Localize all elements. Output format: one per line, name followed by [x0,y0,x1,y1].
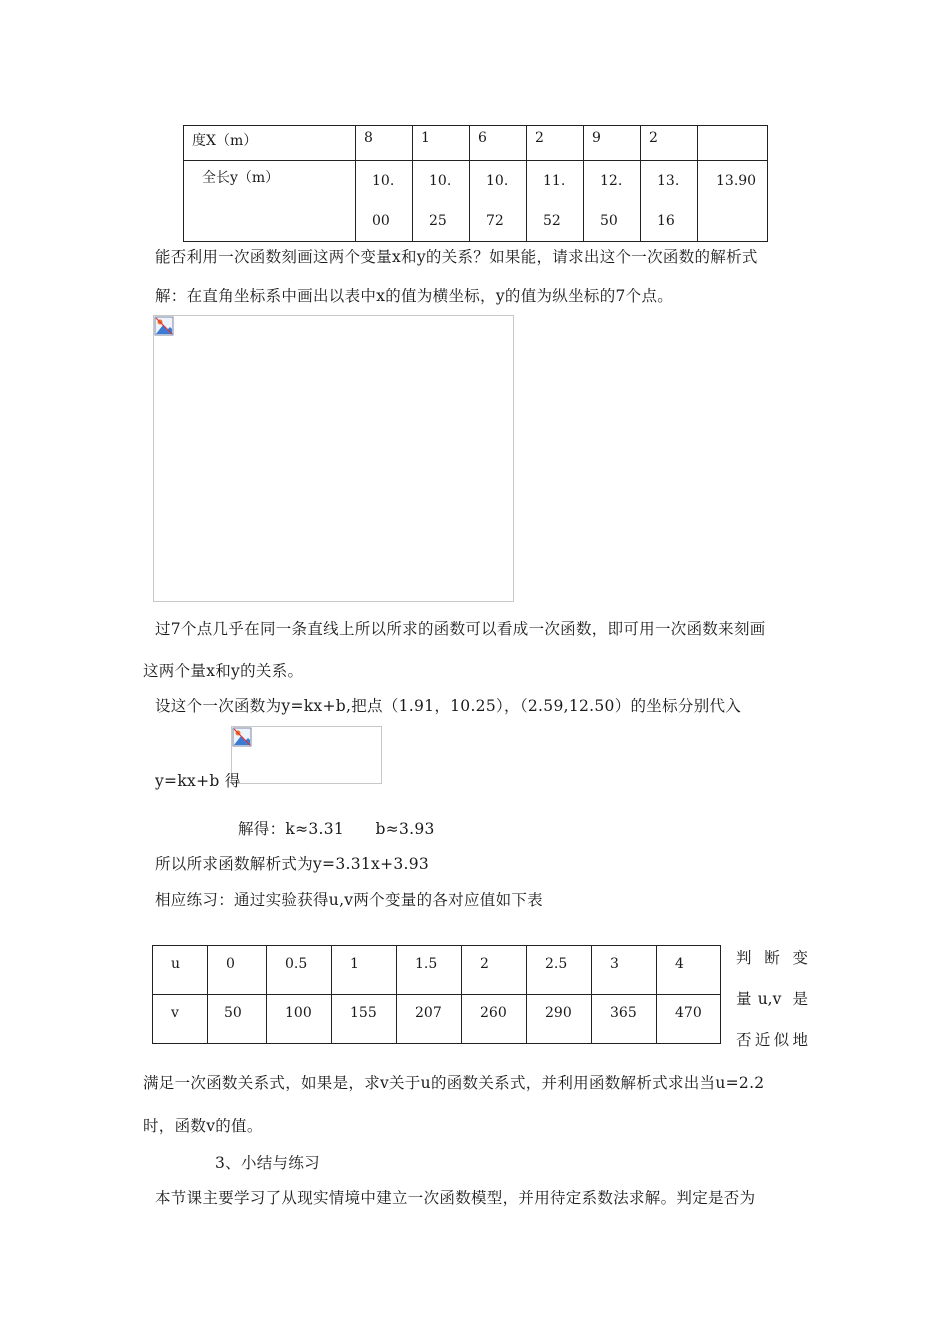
paragraph-substitute: y=kx+b 得 [155,772,241,790]
table-cell: 4 [657,946,721,995]
table-cell: 1 [332,946,397,995]
paragraph-question: 能否利用一次函数刻画这两个变量x和y的关系？如果能，请求出这个一次函数的解析式 [155,248,758,266]
table-cell: 2 [462,946,527,995]
table-cell: 8 [356,126,413,161]
data-table-length [183,125,768,242]
table-row [184,126,768,161]
table-cell: 11. 52 [527,161,584,242]
table-cell: 2.5 [527,946,592,995]
table-cell: 100 [267,995,332,1044]
table-cell: v [153,995,208,1044]
table-cell: 365 [592,995,657,1044]
table-cell: 度X（m） [184,126,356,161]
table-cell: 1.5 [397,946,462,995]
paragraph-function: 所以所求函数解析式为y=3.31x+3.93 [155,855,430,873]
table-cell: 6 [470,126,527,161]
paragraph-summary: 本节课主要学习了从现实情境中建立一次函数模型，并用待定系数法求解。判定是否为 [155,1189,756,1207]
paragraph-exercise-end: 时，函数v的值。 [143,1117,263,1135]
table-cell: 290 [527,995,592,1044]
paragraph-exercise: 相应练习：通过实验获得u,v两个变量的各对应值如下表 [155,891,543,909]
table-cell: 2 [641,126,698,161]
table-cell [698,126,768,161]
broken-image-icon [232,727,252,747]
side-text-2: 量u,v 是 [736,990,808,1008]
table-cell: 470 [657,995,721,1044]
table-cell: 0 [208,946,267,995]
table-row [153,995,721,1044]
table-cell: 10. 00 [356,161,413,242]
paragraph-exercise-cont: 满足一次函数关系式，如果是，求v关于u的函数关系式，并利用函数解析式求出当u=2.2 [143,1074,765,1092]
equation-system-image [231,726,382,784]
table-cell: 10. 25 [413,161,470,242]
section-heading: 3、小结与练习 [215,1154,320,1172]
table-cell: 260 [462,995,527,1044]
scatter-plot-image [153,315,514,602]
table-cell: 10. 72 [470,161,527,242]
table-cell: 155 [332,995,397,1044]
side-text-1: 判断变 [736,949,808,967]
broken-image-icon [154,316,174,336]
table-cell: 3 [592,946,657,995]
paragraph-setup: 设这个一次函数为y=kx+b,把点（1.91，10.25），（2.59,12.50）的坐标分别代入 [155,697,742,715]
paragraph-result: 解得：k≈3.31 b≈3.93 [238,820,435,838]
table-cell: 13.90 [698,161,768,242]
paragraph-conclusion-2: 这两个量x和y的关系。 [143,662,304,680]
table-cell: u [153,946,208,995]
table-cell: 50 [208,995,267,1044]
paragraph-conclusion-1: 过7个点几乎在同一条直线上所以所求的函数可以看成一次函数，即可用一次函数来刻画 [155,620,766,638]
table-cell: 13. 16 [641,161,698,242]
table-cell: 12. 50 [584,161,641,242]
table-cell: 207 [397,995,462,1044]
data-table-uv [152,945,721,1044]
paragraph-solution-intro: 解：在直角坐标系中画出以表中x的值为横坐标，y的值为纵坐标的7个点。 [155,287,674,305]
table-row [184,161,768,242]
table-cell: 9 [584,126,641,161]
table-cell: 1 [413,126,470,161]
table-row [153,946,721,995]
table-cell: 2 [527,126,584,161]
table-cell: 全长y（m） [184,161,356,242]
side-text-3: 否近似地 [736,1031,808,1049]
table-cell: 0.5 [267,946,332,995]
